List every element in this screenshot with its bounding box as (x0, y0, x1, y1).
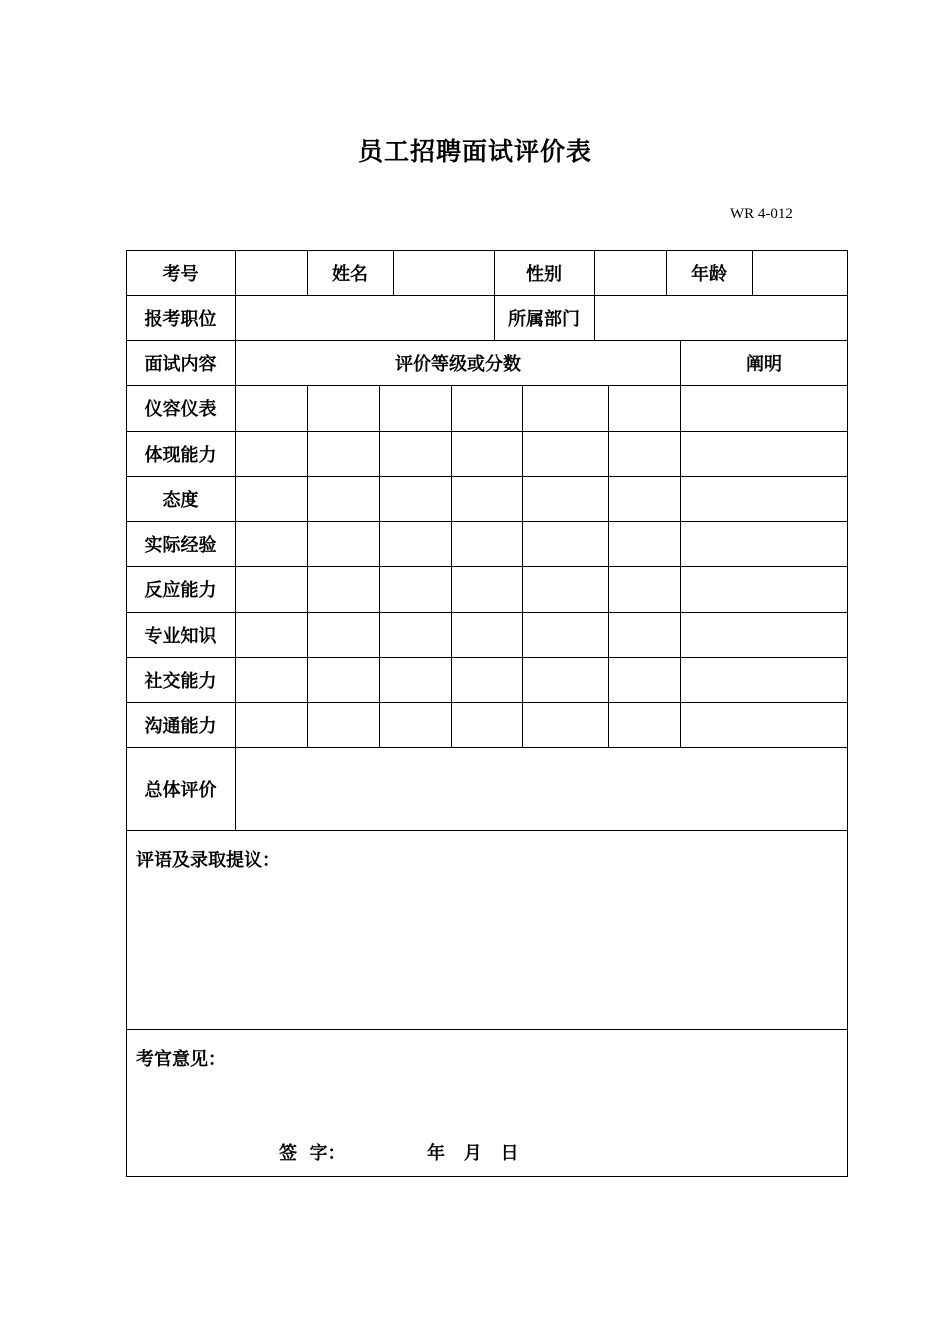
criterion-label: 实际经验 (144, 534, 217, 556)
border-right (847, 250, 848, 1177)
criterion-label: 专业知识 (144, 625, 217, 647)
age-field[interactable] (753, 250, 847, 295)
name-field[interactable] (394, 250, 494, 295)
gender-label: 性别 (526, 263, 562, 285)
criterion-label: 社交能力 (144, 670, 217, 692)
col-line (235, 385, 236, 747)
criterion-label: 仪容仪表 (144, 399, 217, 420)
overall-label: 总体评价 (144, 779, 217, 801)
criterion-label: 反应能力 (144, 580, 217, 601)
comments-label: 评语及录取提议： (136, 850, 280, 871)
criterion-label: 态度 (162, 489, 199, 511)
department-field[interactable] (595, 295, 847, 340)
col-line (522, 385, 523, 747)
gender-field[interactable] (595, 250, 666, 295)
col-line (307, 385, 308, 747)
criterion-label: 沟通能力 (144, 715, 217, 737)
examiner-label: 考官意见： (136, 1049, 226, 1070)
overall-field[interactable] (236, 747, 847, 830)
position-field[interactable] (236, 295, 494, 340)
signature-label: 签 字： (279, 1143, 346, 1164)
border-bottom (126, 1176, 848, 1177)
remark-header: 阐明 (746, 353, 782, 375)
form-code: WR 4-012 (730, 206, 793, 222)
exam-no-label: 考号 (162, 263, 199, 285)
col-line (608, 385, 609, 747)
grade-header: 评价等级或分数 (395, 353, 521, 375)
comments-field[interactable] (127, 870, 847, 1028)
evaluation-form-table (126, 250, 848, 1177)
criterion-label: 体现能力 (144, 444, 217, 466)
col-line (680, 385, 681, 747)
col-line (379, 385, 380, 747)
age-label: 年龄 (691, 263, 727, 285)
exam-no-field[interactable] (236, 250, 307, 295)
position-label: 报考职位 (144, 308, 217, 330)
content-header: 面试内容 (144, 353, 217, 375)
department-label: 所属部门 (508, 308, 580, 330)
page-title: 员工招聘面试评价表 (357, 137, 592, 166)
col-line (451, 385, 452, 747)
date-label: 年 月 日 (427, 1143, 519, 1164)
name-label: 姓名 (332, 263, 368, 285)
